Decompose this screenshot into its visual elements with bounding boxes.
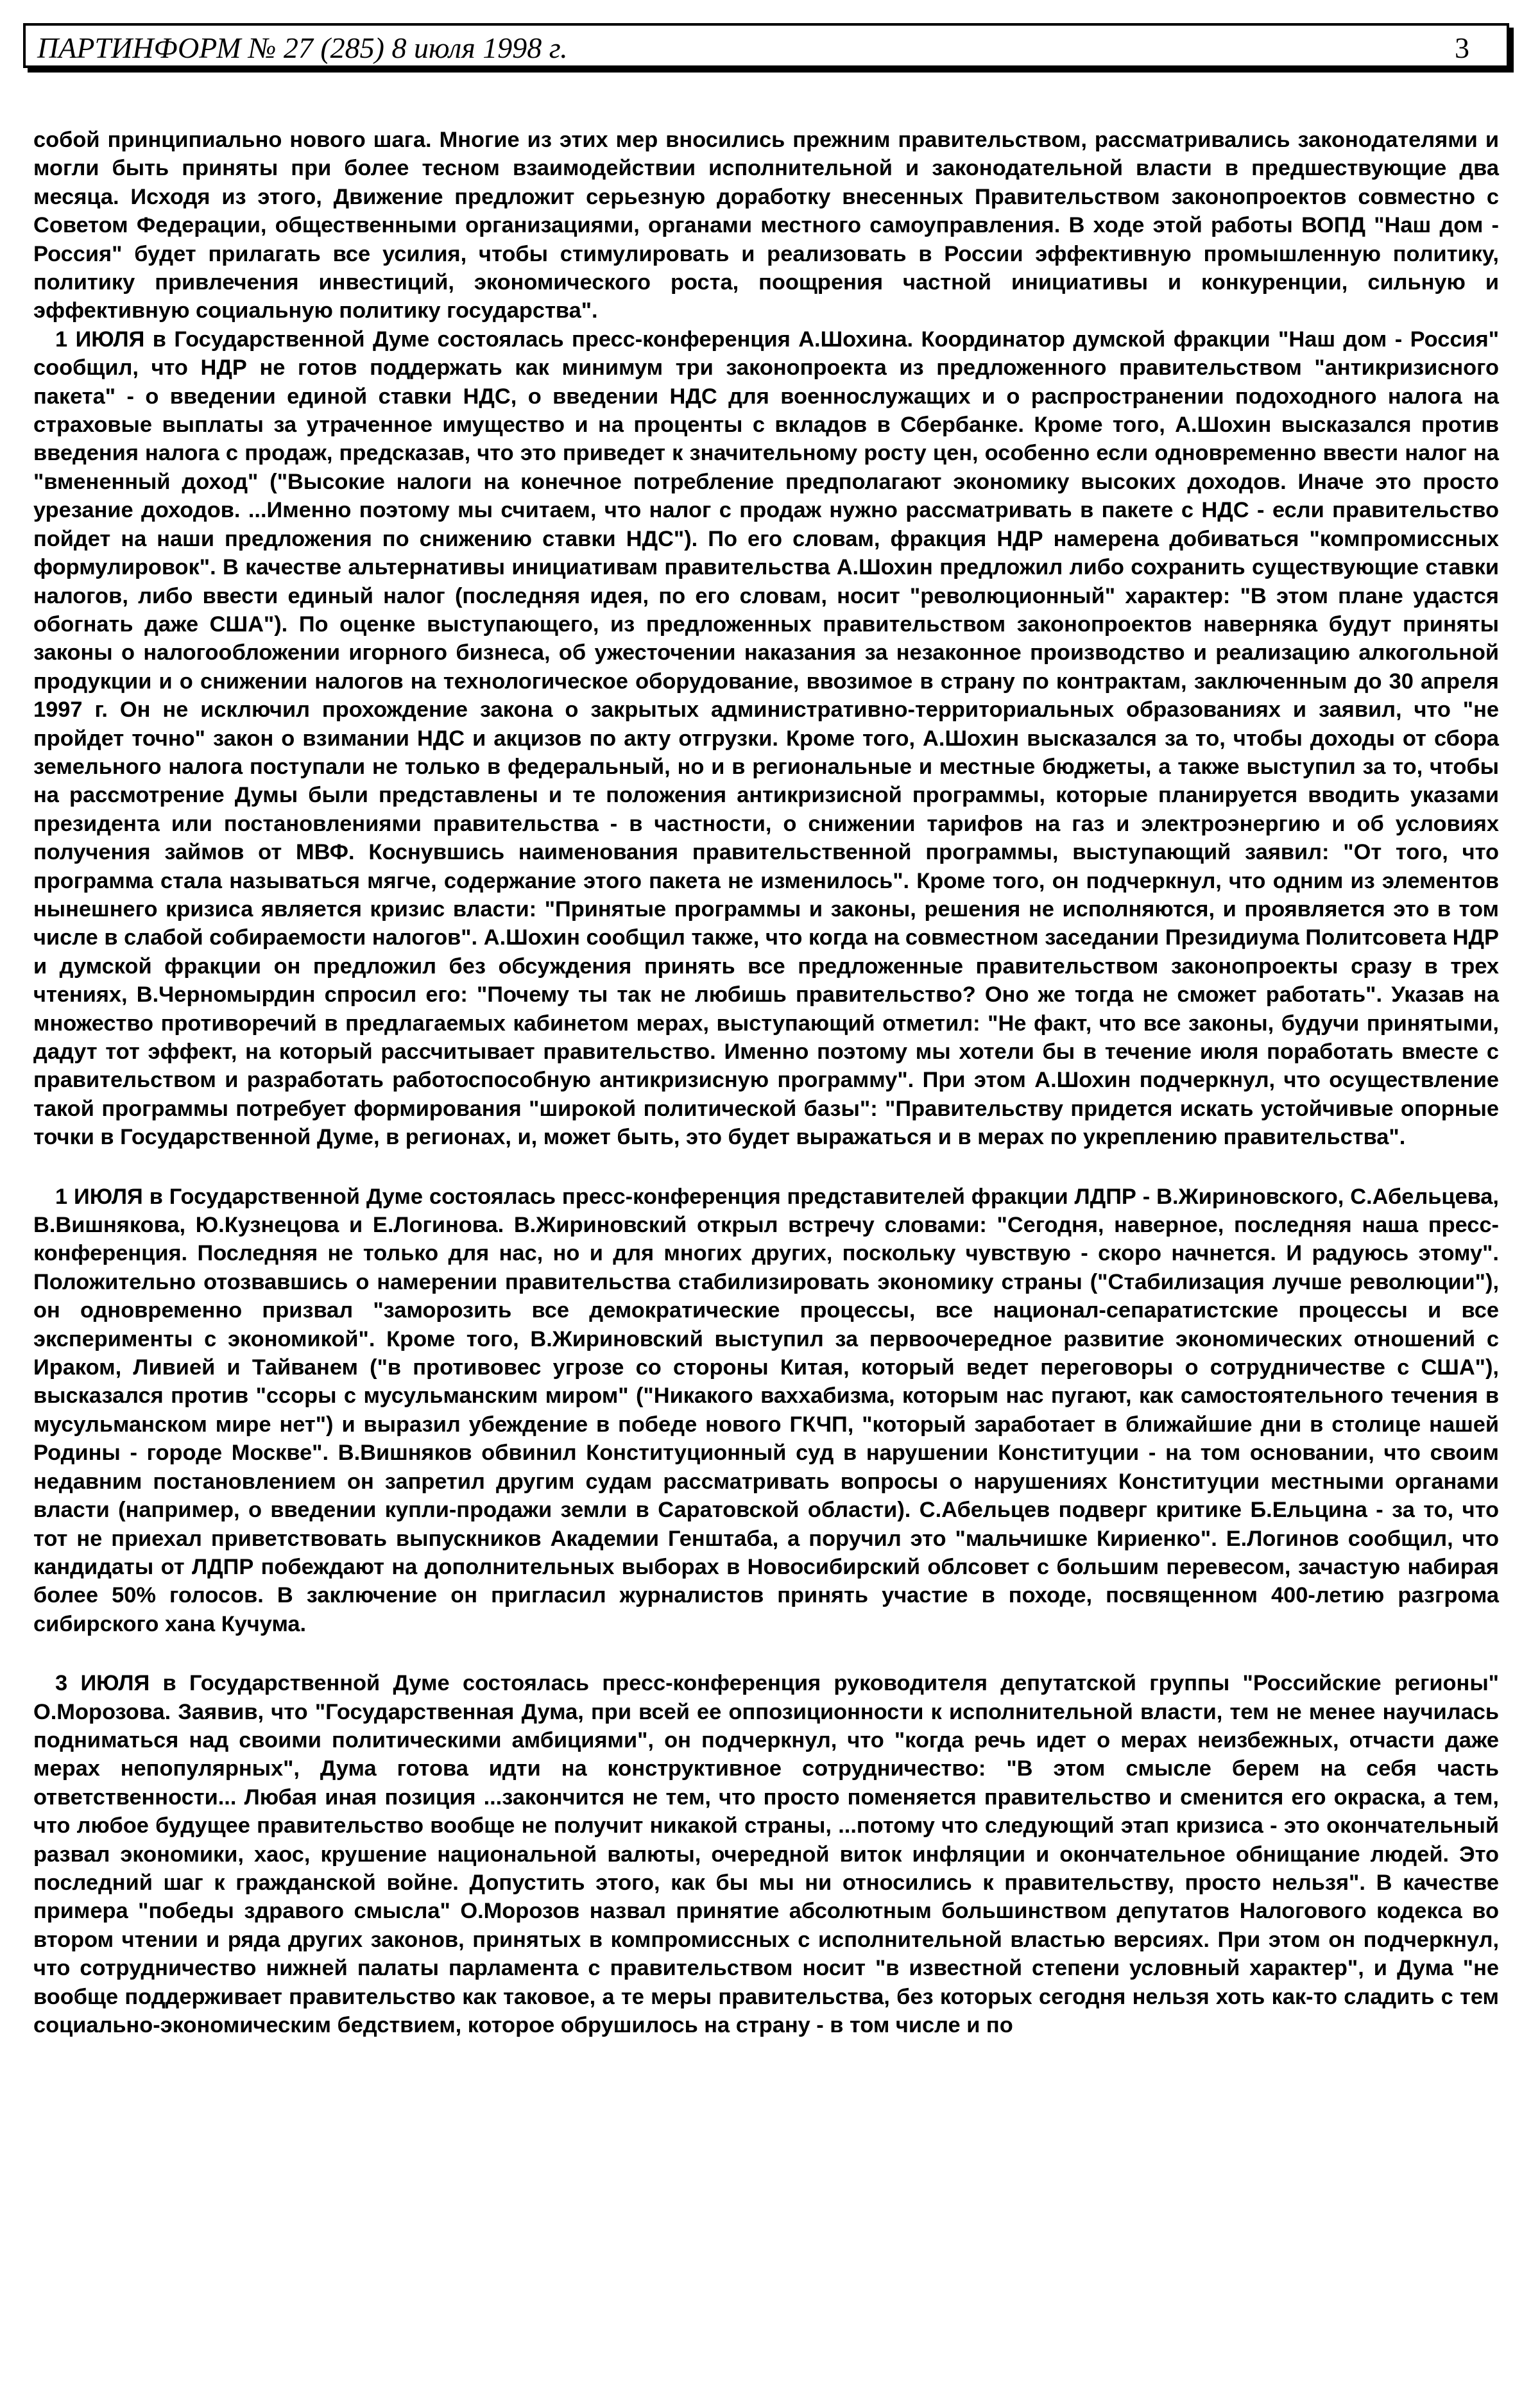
article-paragraph: 1 ИЮЛЯ в Государственной Думе состоялась пресс-конференция представителей фракции ЛДПР - В.Жириновского, С.Абельцева, В.Вишнякова, Ю.Кузнецова и Е.Логинова. В.Жириновский открыл встречу словами: "Сегодня, наверное, последняя наша пресс-конференция. Последняя не только для нас, но и для многих других, поскольку чувствую - скоро начнется. И радуюсь этому". Положительно отозвавшись о намерении правительства стабилизировать экономику страны ("Стабилизация лучше революции"), он одновременно призвал "заморозить все демократические процессы, все национал-сепаратистские процессы и все эксперименты с экономикой". Кроме того, В.Жириновский выступил за первоочередное развитие экономических отношений с Ираком, Ливией и Тайванем ("в противовес угрозе со стороны Китая, который ведет переговоры о сотрудничестве с США"), высказался против "ссоры с мусульманским миром" ("Никакого ваххабизма, которым нас пугают, как самостоятельного течения в мусульманском мире нет") и выразил убеждение в победе нового ГКЧП, "который заработает в ближайшие дни в столице нашей Родины - городе Москве". В.Вишняков обвинил Конституционный суд в нарушении Конституции - на том основании, что своим недавним постановлением он запретил другим судам рассматривать вопросы о нарушениях Конституции местными органами власти (например, о введении купли-продажи земли в Саратовской области). С.Абельцев подверг критике Б.Ельцина - за то, что тот не приехал приветствовать выпускников Академии Генштаба, а поручил это "мальчишке Кириенко". Е.Логинов сообщил, что кандидаты от ЛДПР побеждают на дополнительных выборах в Новосибирский облсовет с большим перевесом, зачастую набирая более 50% голосов. В заключение он пригласил журналистов принять участие в походе, посвященном 400-летию разгрома сибирского хана Кучума. <box>33 1184 1499 1636</box>
article-paragraph: 3 ИЮЛЯ в Государственной Думе состоялась пресс-конференция руководителя депутатской группы "Российские регионы" О.Морозова. Заявив, что "Государственная Дума, при всей ее оппозиционности к исполнительной власти, тем не менее научилась подниматься над своими политическими амбициями", он подчеркнул, что "когда речь идет о мерах неизбежных, отчасти даже мерах непопулярных", Дума готова идти на конструктивное сотрудничество: "В этом смысле берем на себя часть ответственности... Любая иная позиция ...закончится не тем, что просто поменяется правительство и сменится его окраска, а тем, что любое будущее правительство вообще не получит никакой страны, ...потому что следующий этап кризиса - это окончательный развал экономики, хаос, крушение национальной валюты, очередной виток инфляции и окончательное обнищание людей. Это последний шаг к гражданской войне. Допустить этого, как бы мы ни относились к правительству, просто нельзя". В качестве примера "победы здравого смысла" О.Морозов назвал принятие абсолютным большинством депутатов Налогового кодекса во втором чтении и ряда других законов, принятых в компромиссных с исполнительной властью версиях. При этом он подчеркнул, что сотрудничество нижней палаты парламента с правительством носит "в известной степени условный характер", и Дума "не вообще поддерживает правительство как таковое, а те меры правительства, без которых сегодня нельзя хоть как-то сладить с тем социально-экономическим бедствием, которое обрушилось на страну - в том числе и по <box>33 1671 1499 2037</box>
page-header <box>23 23 1509 68</box>
article-body <box>33 126 1499 2039</box>
article-paragraph: собой принципиально нового шага. Многие из этих мер вносились прежним правительством, рассматривались законодателями и могли быть приняты при более тесном взаимодействии исполнительной и законодательной власти в предшествующие два месяца. Исходя из этого, Движение предложит серьезную доработку внесенных Правительством законопроектов совместно с Советом Федерации, общественными организациями, органами местного самоуправления. В ходе этой работы ВОПД "Наш дом - Россия" будет прилагать все усилия, чтобы стимулировать и реализовать в России эффективную промышленную политику, политику привлечения инвестиций, экономического роста, поощрения частной инициативы и конкуренции, сильную и эффективную социальную политику государства". <box>33 128 1499 323</box>
publication-title: ПАРТИНФОРМ № 27 (285) 8 июля 1998 г. <box>37 31 568 64</box>
article-paragraph: 1 ИЮЛЯ в Государственной Думе состоялась пресс-конференция А.Шохина. Координатор думской фракции "Наш дом - Россия" сообщил, что НДР не готов поддержать как минимум три законопроекта из предложенного правительством "антикризисного пакета" - о введении единой ставки НДС, о введении НДС для военнослужащих и о распространении подоходного налога на страховые выплаты за утраченное имущество и на проценты с вкладов в Сбербанке. Кроме того, А.Шохин высказался против введения налога с продаж, предсказав, что это приведет к значительному росту цен, особенно если одновременно ввести налог на "вмененный доход" ("Высокие налоги на конечное потребление предполагают экономику высоких доходов. Иначе это просто урезание доходов. ...Именно поэтому мы считаем, что налог с продаж нужно рассматривать в пакете с НДС - если правительство пойдет на наши предложения по снижению ставки НДС"). По его словам, фракция НДР намерена добиваться "компромиссных формулировок". В качестве альтернативы инициативам правительства А.Шохин предложил либо сохранить существующие ставки налогов, либо ввести единый налог (последняя идея, по его словам, носит "революционный" характер: "В этом плане удастся обогнать даже США"). По оценке выступающего, из предложенных правительством законопроектов наверняка будут приняты законы о налогообложении игорного бизнеса, об ужесточении наказания за незаконное производство и реализацию алкогольной продукции и о снижении налогов на технологическое оборудование, ввозимое в страну по контрактам, заключенным до 30 апреля 1997 г. Он не исключил прохождение закона о закрытых административно-территориальных образованиях и заявил, что "не пройдет точно" закон о взимании НДС и акцизов по акту отгрузки. Кроме того, А.Шохин высказался за то, чтобы доходы от сбора земельного налога поступали не только в федеральный, но и в региональные и местные бюджеты, а также выступил за то, чтобы на рассмотрение Думы были представлены и те положения антикризисной программы, которые планируется вводить указами президента или постановлениями правительства - в частности, о снижении тарифов на газ и электроэнергию и об условиях получения займов от МВФ. Коснувшись наименования правительственной программы, выступающий заявил: "От того, что программа стала называться мягче, содержание этого пакета не изменилось". Кроме того, он подчеркнул, что одним из элементов нынешнего кризиса является кризис власти: "Принятые программы и законы, решения не исполняются, и проявляется это в том числе в слабой собираемости налогов". А.Шохин сообщил также, что когда на совместном заседании Президиума Политсовета НДР и думской фракции он предложил без обсуждения принять все предложенные правительством законопроекты сразу в трех чтениях, В.Черномырдин спросил его: "Почему ты так не любишь правительство? Оно же тогда не сможет работать". Указав на множество противоречий в предлагаемых кабинетом мерах, выступающий отметил: "Не факт, что все законы, будучи принятыми, дадут тот эффект, на который рассчитывает правительство. Именно поэтому мы хотели бы в течение июля поработать вместе с правительством и разработать работоспособную антикризисную программу". При этом А.Шохин подчеркнул, что осуществление такой программы потребует формирования "широкой политической базы": "Правительству придется искать устойчивые опорные точки в Государственной Думе, в регионах, и, может быть, это будет выражаться и в мерах по укреплению правительства". <box>33 327 1499 1150</box>
page-number: 3 <box>1455 31 1469 64</box>
